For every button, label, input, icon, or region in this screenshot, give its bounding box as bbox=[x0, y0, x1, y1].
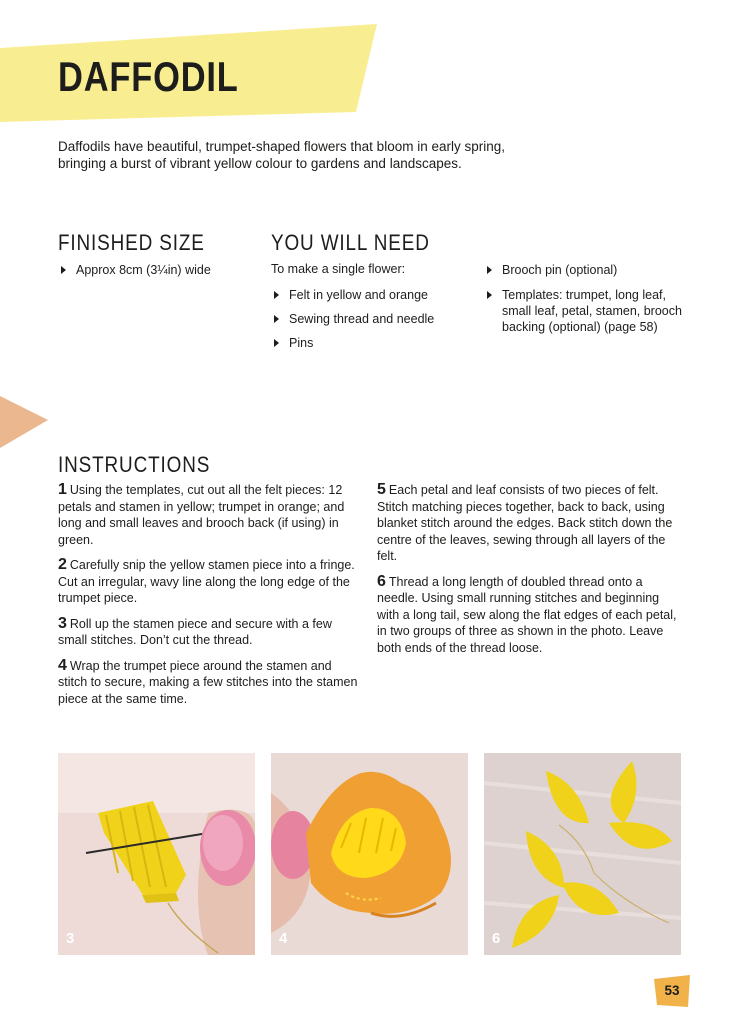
list-item: Felt in yellow and orange bbox=[271, 287, 461, 303]
instruction-step: 6 Thread a long length of doubled thread onto a needle. Using small running stitches and beginning with a long tail, sew along the flat edges of each petal, in two groups of three as shown in the photo. Leave both ends of the thread loose. bbox=[377, 572, 677, 655]
list-item: Pins bbox=[271, 335, 461, 351]
page-number: 53 bbox=[664, 983, 680, 998]
list-item: Brooch pin (optional) bbox=[484, 262, 684, 278]
photo-step-number: 6 bbox=[492, 930, 501, 947]
instruction-step: 5 Each petal and leaf consists of two pieces of felt. Stitch matching pieces together, back to back, using blanket stitch around the edges. Back stitch down the centre of the leaves, sewing through all layers of the felt. bbox=[377, 481, 673, 563]
arrow-marker-icon bbox=[0, 396, 50, 448]
stamen-fringe-photo bbox=[58, 753, 255, 955]
instruction-step: 1 Using the templates, cut out all the felt pieces: 12 petals and stamen in yellow; trumpet in orange; and long and small leaves and brooch back (if using) in green. bbox=[58, 481, 345, 547]
bullet-icon bbox=[274, 339, 279, 347]
list-item: Sewing thread and needle bbox=[271, 311, 461, 327]
intro-paragraph: Daffodils have beautiful, trumpet-shaped flowers that bloom in early spring, bringing a burst of vibrant yellow colour to gardens and landscapes. bbox=[58, 139, 505, 171]
photo-step-number: 3 bbox=[66, 930, 75, 947]
instructions-column-right bbox=[377, 482, 682, 665]
petals-stitched-photo bbox=[484, 753, 681, 955]
materials-list-right bbox=[484, 262, 684, 335]
step-photo-6 bbox=[484, 753, 681, 955]
page-title: DAFFODIL bbox=[58, 53, 239, 100]
instructions-heading: INSTRUCTIONS bbox=[58, 452, 211, 477]
bullet-icon bbox=[61, 266, 66, 274]
instructions-column-left bbox=[58, 482, 363, 716]
instruction-step: 3 Roll up the stamen piece and secure with a few small stitches. Don’t cut the thread. bbox=[58, 614, 332, 647]
you-will-need-intro: To make a single flower: bbox=[271, 262, 406, 276]
page-number-tab bbox=[654, 975, 690, 1007]
you-will-need-heading: YOU WILL NEED bbox=[271, 230, 430, 255]
bullet-icon bbox=[487, 266, 492, 274]
trumpet-wrap-photo bbox=[271, 753, 468, 955]
bullet-icon bbox=[487, 291, 492, 299]
finished-size-heading: FINISHED SIZE bbox=[58, 230, 205, 255]
list-item: Templates: trumpet, long leaf, small leaf, petal, stamen, brooch backing (optional) (page 58) bbox=[484, 287, 684, 335]
step-photo-4 bbox=[271, 753, 468, 955]
step-photo-3 bbox=[58, 753, 255, 955]
list-item: Approx 8cm (3¼in) wide bbox=[58, 262, 243, 278]
instruction-step: 4 Wrap the trumpet piece around the stamen and stitch to secure, making a few stitches into the stamen piece at the same time. bbox=[58, 656, 358, 706]
instruction-step: 2 Carefully snip the yellow stamen piece into a fringe. Cut an irregular, wavy line along the long edge of the trumpet piece. bbox=[58, 556, 355, 605]
bullet-icon bbox=[274, 291, 279, 299]
photo-step-number: 4 bbox=[279, 930, 288, 947]
materials-list-left bbox=[271, 287, 461, 351]
bullet-icon bbox=[274, 315, 279, 323]
finished-size-list bbox=[58, 262, 243, 278]
